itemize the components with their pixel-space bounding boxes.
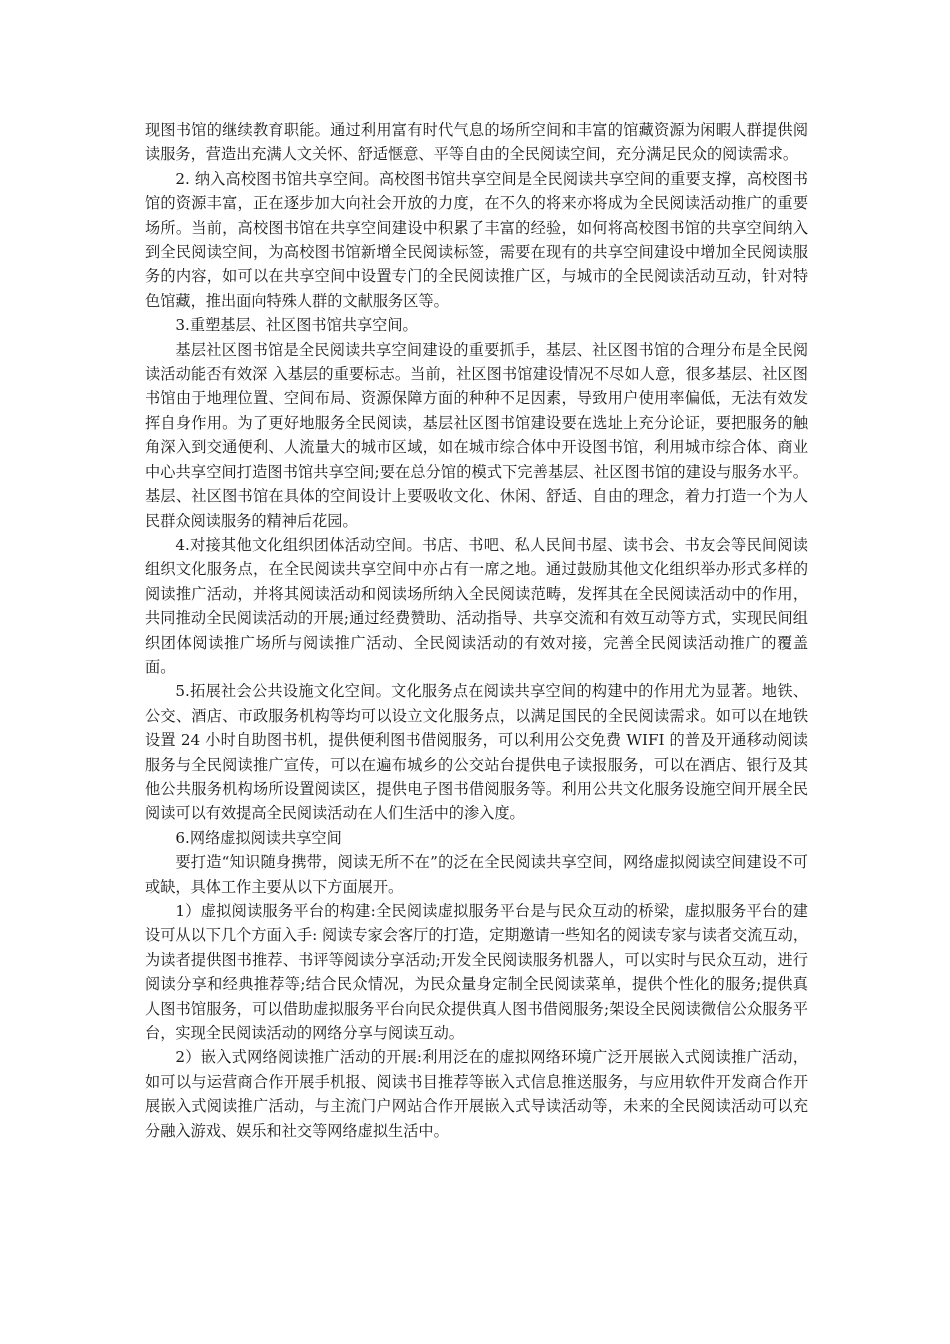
paragraph-6: 5.拓展社会公共设施文化空间。文化服务点在阅读共享空间的构建中的作用尤为显著。地铁、公交、酒店、市政服务机构等均可以设立文化服务点，以满足国民的全民阅读需求。如可以在地铁设置 24 小时自助图书机，提供便利图书借阅服务，可以利用公交免费 WIFI 的普及开通移动阅读服务与全民阅读推广宣传，可以在遍布城乡的公交站台提供电子读报服务，可以在酒店、银行及其他公共服务机构场所设置阅读区，提供电子图书借阅服务等。利用公共文化服务设施空间开展全民阅读可以有效提高全民阅读活动在人们生活中的渗入度。 bbox=[145, 682, 808, 823]
paragraph-5: 4.对接其他文化组织团体活动空间。书店、书吧、私人民间书屋、读书会、书友会等民间阅读组织文化服务点，在全民阅读共享空间中亦占有一席之地。通过鼓励其他文化组织举办形式多样的阅读推广活动，并将其阅读活动和阅读场所纳入全民阅读范畴，发挥其在全民阅读活动中的作用，共同推动全民阅读活动的开展;通过经费赞助、活动指导、共享交流和有效互动等方式，实现民间组织团体阅读推广场所与阅读推广活动、全民阅读活动的有效对接，完善全民阅读活动推广的覆盖面。 bbox=[145, 535, 808, 676]
document-body bbox=[145, 118, 808, 1143]
paragraph-1: 现图书馆的继续教育职能。通过利用富有时代气息的场所空间和丰富的馆藏资源为闲暇人群提供阅读服务，营造出充满人文关怀、舒适惬意、平等自由的全民阅读空间，充分满足民众的阅读需求。 bbox=[145, 121, 808, 164]
paragraph-4: 基层社区图书馆是全民阅读共享空间建设的重要抓手，基层、社区图书馆的合理分布是全民阅读活动能否有效深 入基层的重要标志。当前，社区图书馆建设情况不尽如人意，很多基层、社区图书馆由于地理位置、空间布局、资源保障方面的种种不足因素，导致用户使用率偏低，无法有效发挥自身作用。为了更好地服务全民阅读，基层社区图书馆建设要在选址上充分论证，要把服务的触角深入到交通便利、人流量大的城市区域，如在城市综合体中开设图书馆，利用城市综合体、商业中心共享空间打造图书馆共享空间;要在总分馆的模式下完善基层、社区图书馆的建设与服务水平。基层、社区图书馆在具体的空间设计上要吸收文化、休闲、舒适、自由的理念，着力打造一个为人民群众阅读服务的精神后花园。 bbox=[145, 340, 808, 530]
paragraph-7-heading: 6.网络虚拟阅读共享空间 bbox=[175, 828, 342, 847]
paragraph-8: 要打造“知识随身携带，阅读无所不在”的泛在全民阅读共享空间，网络虚拟阅读空间建设不可或缺，具体工作主要从以下方面展开。 bbox=[145, 853, 808, 896]
paragraph-10: 2）嵌入式网络阅读推广活动的开展:利用泛在的虚拟网络环境广泛开展嵌入式阅读推广活动，如可以与运营商合作开展手机报、阅读书目推荐等嵌入式信息推送服务，与应用软件开发商合作开展嵌入式阅读推广活动，与主流门户网站合作开展嵌入式导读活动等，未来的全民阅读活动可以充分融入游戏、娱乐和社交等网络虚拟生活中。 bbox=[145, 1048, 808, 1140]
paragraph-9: 1）虚拟阅读服务平台的构建:全民阅读虚拟服务平台是与民众互动的桥梁，虚拟服务平台的建设可从以下几个方面入手: 阅读专家会客厅的打造，定期邀请一些知名的阅读专家与读者交流互动，为读者提供图书推荐、书评等阅读分享活动;开发全民阅读服务机器人，可以实时与民众互动，进行阅读分享和经典推荐等;结合民众情况，为民众量身定制全民阅读菜单，提供个性化的服务;提供真人图书馆服务，可以借助虚拟服务平台向民众提供真人图书借阅服务;架设全民阅读微信公众服务平台，实现全民阅读活动的网络分享与阅读互动。 bbox=[145, 902, 809, 1043]
paragraph-3-heading: 3.重塑基层、社区图书馆共享空间。 bbox=[175, 316, 418, 335]
paragraph-2: 2. 纳入高校图书馆共享空间。高校图书馆共享空间是全民阅读共享空间的重要支撑，高校图书馆的资源丰富，正在逐步加大向社会开放的力度，在不久的将来亦将成为全民阅读活动推广的重要场所。当前，高校图书馆在共享空间建设中积累了丰富的经验，如何将高校图书馆的共享空间纳入到全民阅读空间，为高校图书馆新增全民阅读标签，需要在现有的共享空间建设中增加全民阅读服务的内容，如可以在共享空间中设置专门的全民阅读推广区，与城市的全民阅读活动互动，针对特色馆藏，推出面向特殊人群的文献服务区等。 bbox=[145, 169, 808, 310]
